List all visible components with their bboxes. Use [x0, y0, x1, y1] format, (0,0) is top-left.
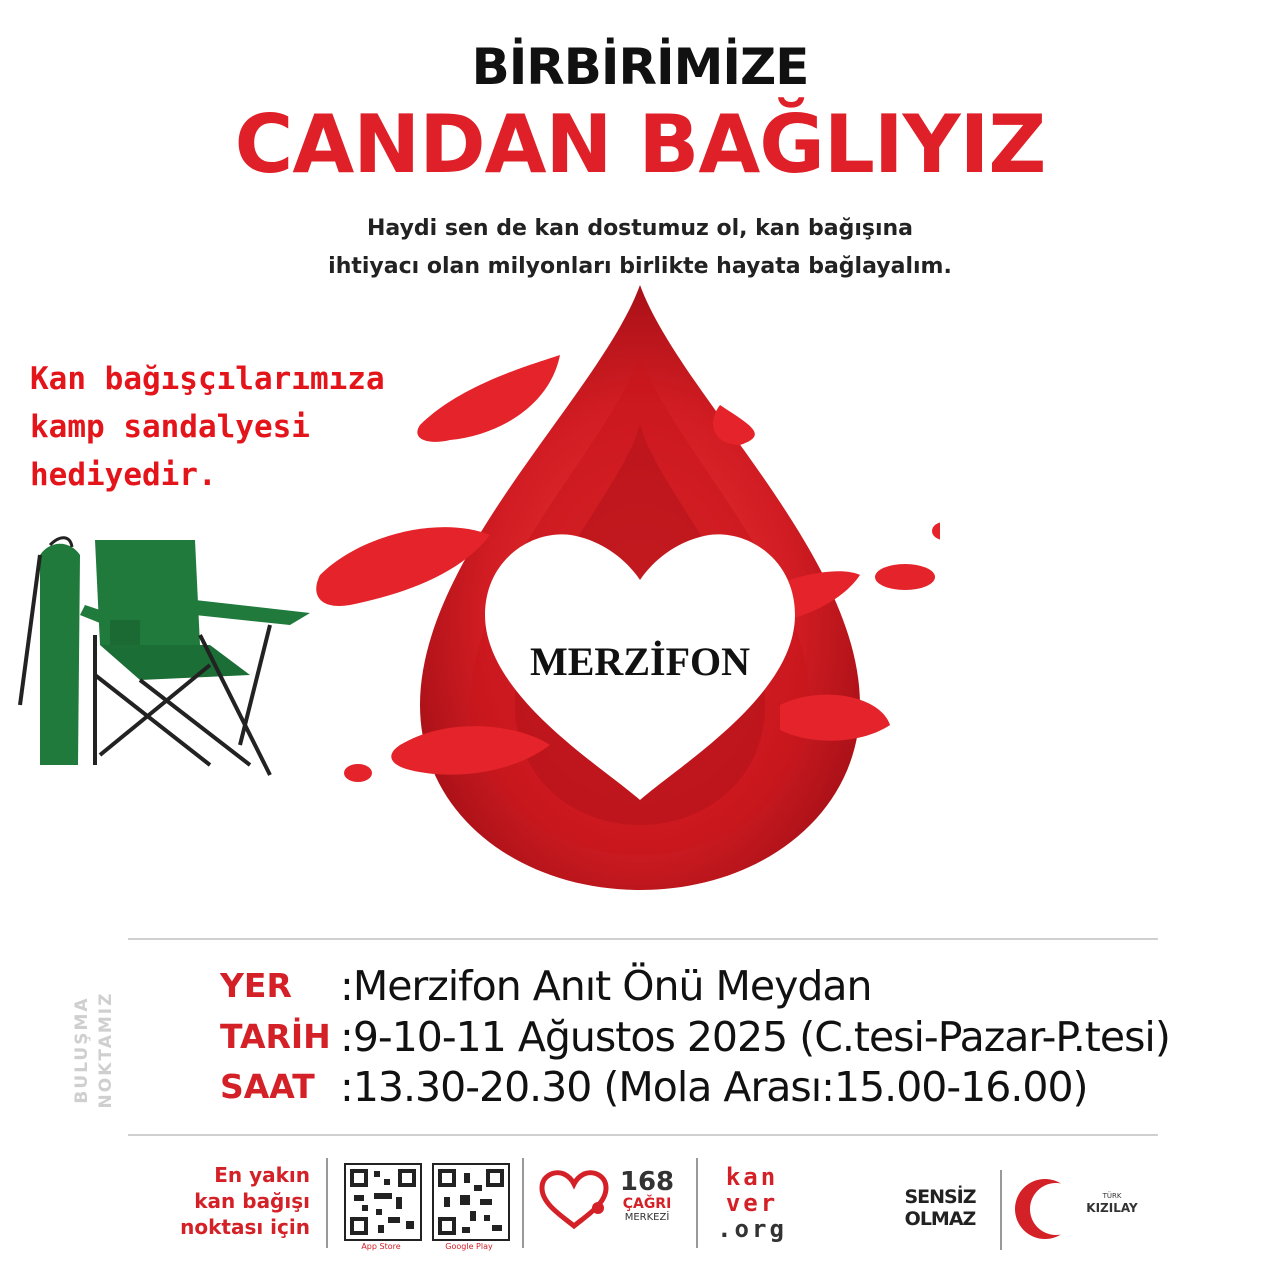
brand-name: KIZILAY: [1086, 1201, 1138, 1215]
qr-pattern-icon: [434, 1165, 508, 1239]
nearest-line-1: En yakın: [214, 1163, 310, 1187]
gift-line-2: kamp sandalyesi: [30, 409, 310, 445]
time-value: :13.30-20.30 (Mola Arası:15.00-16.00): [340, 1063, 1088, 1111]
footer-separator: [326, 1158, 328, 1248]
kizilay-brand: [1082, 1192, 1142, 1215]
nearest-line-2: kan bağışı: [194, 1189, 310, 1213]
slogan-line-2: OLMAZ: [904, 1208, 976, 1230]
date-value: :9-10-11 Ağustos 2025 (C.tesi-Pazar-P.tesi): [340, 1013, 1170, 1061]
call-line-2: MERKEZİ: [624, 1212, 670, 1223]
call-center: [612, 1168, 682, 1224]
title-line-1: BİRBİRİMİZE: [471, 38, 809, 96]
call-center-heart-icon: [538, 1168, 610, 1232]
side-label-line-1: BULUŞMA: [72, 996, 92, 1104]
app-store-caption: App Store: [361, 1242, 401, 1251]
divider-top: [128, 938, 1158, 940]
site-line-3: .org: [717, 1215, 787, 1243]
camp-chair-image: [10, 535, 320, 785]
brand-small: TÜRK: [1102, 1192, 1122, 1200]
city-name: MERZİFON: [530, 639, 750, 684]
title-line-2: CANDAN BAĞLIYIZ: [234, 98, 1046, 191]
kanver-website[interactable]: [712, 1164, 792, 1242]
side-label-line-2: NOKTAMIZ: [96, 991, 116, 1109]
place-value: :Merzifon Anıt Önü Meydan: [340, 962, 872, 1010]
subtitle-line-1: Haydi sen de kan dostumuz ol, kan bağışına: [366, 216, 913, 241]
footer-separator: [1000, 1170, 1002, 1250]
footer-separator: [696, 1158, 698, 1248]
slogan: [890, 1186, 990, 1230]
nearest-line-3: noktası için: [180, 1215, 310, 1239]
nearest-point-text: [150, 1162, 310, 1240]
footer-separator: [522, 1158, 524, 1248]
qr-pattern-icon: [346, 1165, 420, 1239]
gift-text: [30, 355, 430, 499]
slogan-line-1: SENSİZ: [904, 1186, 976, 1208]
qr-code-google-play[interactable]: [432, 1163, 510, 1241]
qr-code-app-store[interactable]: [344, 1163, 422, 1241]
subtitle-line-2: ihtiyacı olan milyonları birlikte hayata bağlayalım.: [328, 254, 952, 279]
date-label: TARİH: [220, 1017, 331, 1056]
gift-line-3: hediyedir.: [30, 457, 217, 493]
divider-bottom: [128, 1134, 1158, 1136]
time-label: SAAT: [220, 1067, 315, 1106]
site-line-1: kan: [725, 1163, 779, 1191]
site-line-2: ver: [725, 1189, 779, 1217]
call-line-1: ÇAĞRI: [622, 1196, 672, 1212]
place-label: YER: [220, 966, 292, 1005]
red-crescent-logo-icon: [1012, 1176, 1078, 1242]
meeting-side-label: [70, 950, 130, 1150]
google-play-caption: Google Play: [445, 1242, 493, 1251]
call-number: 168: [619, 1167, 675, 1197]
gift-line-1: Kan bağışçılarımıza: [30, 361, 385, 397]
